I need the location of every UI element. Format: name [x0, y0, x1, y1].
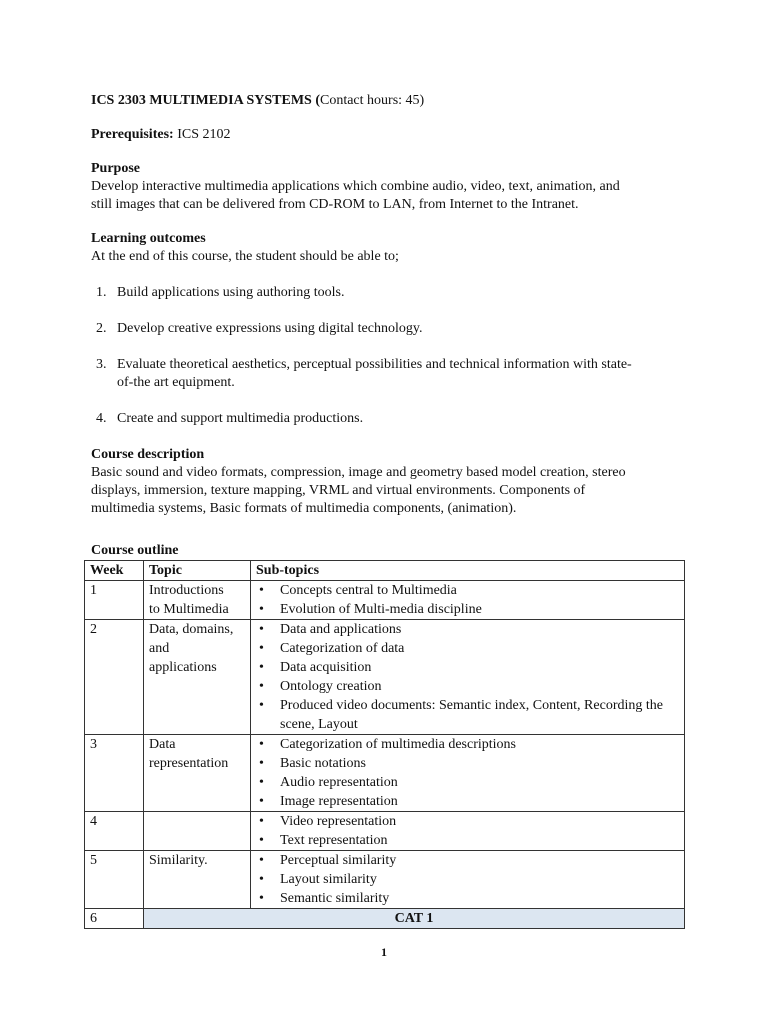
subtopics-cell [251, 735, 685, 812]
list-item-text: Create and support multimedia productions. [117, 411, 364, 426]
topic-cell [144, 851, 251, 909]
list-item-text: Build applications using authoring tools. [117, 285, 345, 300]
course-code-title: ICS 2303 MULTIMEDIA SYSTEMS ( [91, 93, 320, 108]
list-number: 3. [96, 357, 107, 372]
course-description-line: multimedia systems, Basic formats of multimedia components, (animation). [91, 501, 517, 516]
subtopic-item: • Concepts central to Multimedia [256, 581, 679, 600]
subtopics-cell [251, 851, 685, 909]
table-row [85, 812, 685, 851]
course-description-section [91, 446, 691, 518]
learning-outcomes-intro: At the end of this course, the student should be able to; [91, 249, 399, 264]
subtopic-item: • Text representation [256, 831, 679, 850]
subtopics-list [256, 812, 679, 850]
learning-outcomes-list [91, 284, 691, 428]
course-description-heading: Course description [91, 447, 205, 462]
subtopics-list [256, 581, 679, 619]
topic-line: Data [149, 737, 176, 752]
course-description-line: Basic sound and video formats, compression, image and geometry based model creation, stereo [91, 465, 626, 480]
subtopic-item: • Categorization of data [256, 639, 679, 658]
course-outline-table [84, 560, 685, 929]
subtopics-list [256, 620, 679, 734]
list-item-text: Develop creative expressions using digital technology. [117, 321, 423, 336]
subtopics-cell [251, 581, 685, 620]
week-cell: 2 [85, 620, 144, 735]
subtopics-list [256, 735, 679, 811]
subtopics-cell [251, 812, 685, 851]
purpose-heading: Purpose [91, 161, 140, 176]
document-body [91, 92, 691, 534]
table-row [85, 581, 685, 620]
list-item [91, 320, 691, 338]
subtopic-item: • Perceptual similarity [256, 851, 679, 870]
subtopics-list [256, 851, 679, 908]
learning-outcomes-section [91, 230, 691, 428]
purpose-text-line: Develop interactive multimedia applications which combine audio, video, text, animation, and [91, 179, 620, 194]
subtopic-item: • Produced video documents: Semantic index, Content, Recording the scene, Layout [256, 696, 679, 734]
topic-cell [144, 812, 251, 851]
table-row [85, 735, 685, 812]
topic-cell [144, 735, 251, 812]
subtopic-item: • Ontology creation [256, 677, 679, 696]
column-header-week: Week [85, 561, 144, 581]
learning-outcomes-heading: Learning outcomes [91, 231, 206, 246]
column-header-subtopics: Sub-topics [251, 561, 685, 581]
table-row [85, 620, 685, 735]
topic-cell [144, 620, 251, 735]
subtopics-cell [251, 620, 685, 735]
subtopic-item: • Basic notations [256, 754, 679, 773]
course-title-line [91, 92, 691, 110]
subtopic-item: • Evolution of Multi-media discipline [256, 600, 679, 619]
list-item [91, 356, 691, 392]
subtopic-item: • Image representation [256, 792, 679, 811]
purpose-section [91, 160, 691, 214]
week-cell: 1 [85, 581, 144, 620]
table-row [85, 851, 685, 909]
subtopic-item: • Semantic similarity [256, 889, 679, 908]
week-cell: 5 [85, 851, 144, 909]
subtopic-item: • Audio representation [256, 773, 679, 792]
list-number: 1. [96, 285, 107, 300]
list-item [91, 410, 691, 428]
subtopic-item: • Layout similarity [256, 870, 679, 889]
cat-row [85, 909, 685, 929]
topic-line: Similarity. [149, 853, 208, 868]
week-cell: 6 [85, 909, 144, 929]
subtopic-item: • Data acquisition [256, 658, 679, 677]
subtopic-item: • Video representation [256, 812, 679, 831]
list-item-text: Evaluate theoretical aesthetics, perceptual possibilities and technical information with state- [117, 357, 632, 372]
course-description-line: displays, immersion, texture mapping, VRML and virtual environments. Components of [91, 483, 586, 498]
contact-hours: Contact hours: 45) [319, 93, 425, 108]
purpose-text-line: still images that can be delivered from CD-ROM to LAN, from Internet to the Intranet. [91, 197, 579, 212]
prerequisites-line [91, 126, 691, 144]
week-cell: 4 [85, 812, 144, 851]
subtopic-item: • Categorization of multimedia descriptions [256, 735, 679, 754]
prerequisites-label: Prerequisites: [91, 127, 174, 142]
topic-line: to Multimedia [149, 602, 229, 617]
subtopic-item: • Data and applications [256, 620, 679, 639]
week-cell: 3 [85, 735, 144, 812]
topic-cell [144, 581, 251, 620]
list-number: 4. [96, 411, 107, 426]
topic-line: Data, domains, [149, 622, 234, 637]
learning-outcomes-list-wrap [91, 284, 691, 428]
topic-line: applications [149, 660, 217, 675]
topic-line: Introductions [149, 583, 224, 598]
course-outline-heading: Course outline [91, 543, 179, 558]
list-number: 2. [96, 321, 107, 336]
list-item [91, 284, 691, 302]
topic-line: representation [149, 756, 229, 771]
cat-label-cell: CAT 1 [144, 909, 685, 929]
prerequisites-value: ICS 2102 [173, 127, 231, 142]
column-header-topic: Topic [144, 561, 251, 581]
table-header-row [85, 561, 685, 581]
list-item-text: of-the art equipment. [117, 375, 235, 390]
topic-line: and [149, 641, 170, 656]
page-number: 1 [381, 945, 387, 959]
